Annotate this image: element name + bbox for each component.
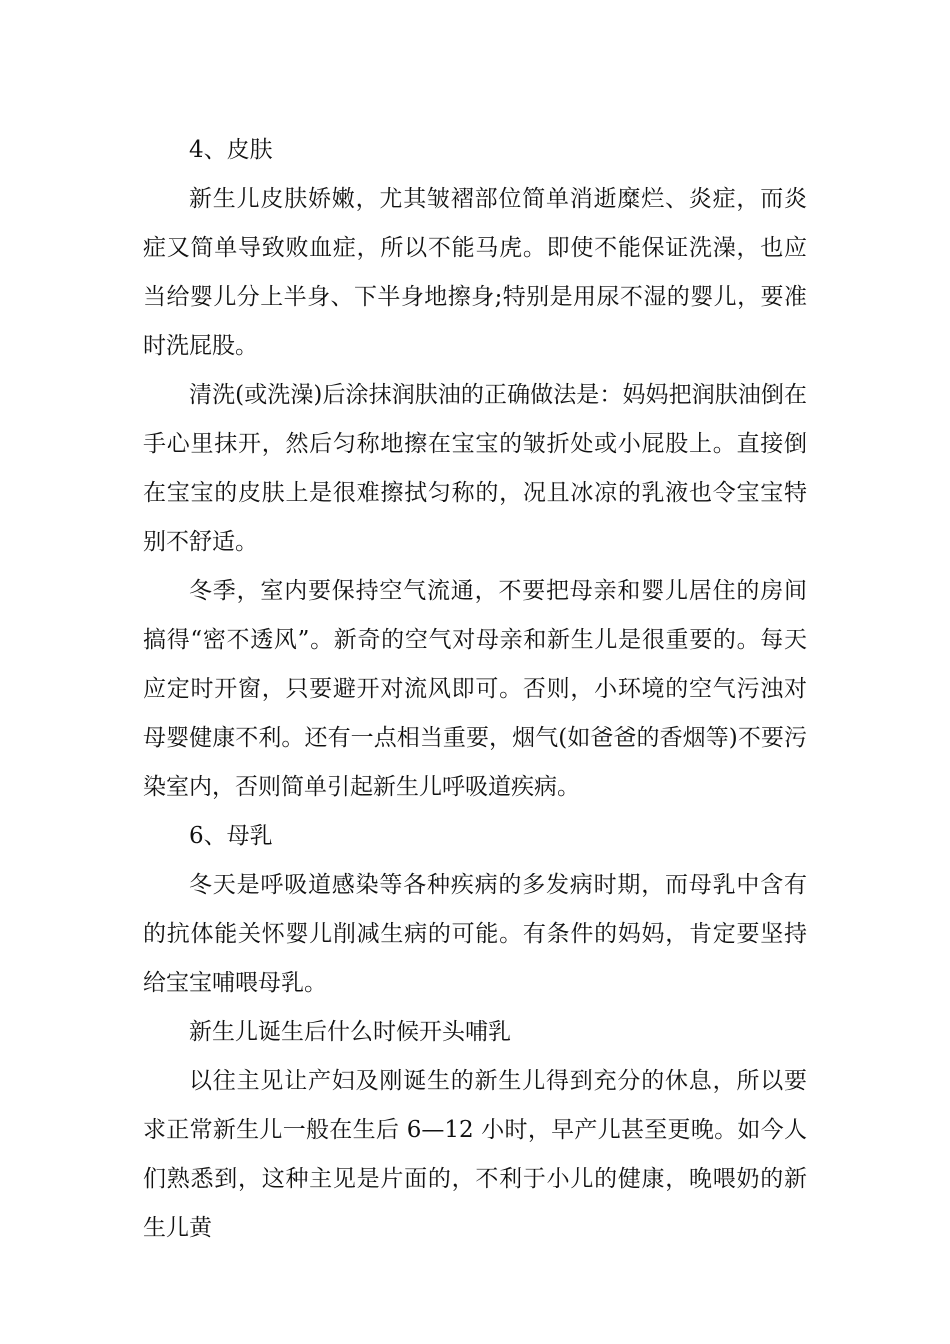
paragraph-skin-care: 新生儿皮肤娇嫩，尤其皱褶部位简单消逝糜烂、炎症，而炎症又简单导致败血症，所以不能马虎。即使不能保证洗澡，也应当给婴儿分上半身、下半身地擦身;特别是用尿不湿的婴儿，要准时洗屁股。 [143, 186, 807, 359]
subheading-when-to-feed: 新生儿诞生后什么时候开头哺乳 [189, 1019, 511, 1045]
paragraph-lotion: 清洗(或洗澡)后涂抹润肤油的正确做法是：妈妈把润肤油倒在手心里抹开，然后匀称地擦在宝宝的皱折处或小屁股上。直接倒在宝宝的皮肤上是很难擦拭匀称的，况且冰凉的乳液也令宝宝特别不舒适。 [143, 382, 807, 555]
section-heading-breastmilk: 6、母乳 [189, 823, 273, 849]
section-heading-skin: 4、皮肤 [189, 137, 273, 163]
paragraph-ventilation: 冬季，室内要保持空气流通，不要把母亲和婴儿居住的房间搞得“密不透风”。新奇的空气对母亲和新生儿是很重要的。每天应定时开窗，只要避开对流风即可。否则，小环境的空气污浊对母婴健康不利。还有一点相当重要，烟气(如爸爸的香烟等)不要污染室内，否则简单引起新生儿呼吸道疾病。 [143, 578, 807, 800]
document-body [143, 126, 807, 1253]
paragraph-feeding-time: 以往主见让产妇及刚诞生的新生儿得到充分的休息，所以要求正常新生儿一般在生后 6—12 小时，早产儿甚至更晚。如今人们熟悉到，这种主见是片面的，不利于小儿的健康，晚喂奶的新生儿黄 [143, 1068, 807, 1241]
paragraph-breastmilk: 冬天是呼吸道感染等各种疾病的多发病时期，而母乳中含有的抗体能关怀婴儿削减生病的可能。有条件的妈妈，肯定要坚持给宝宝哺喂母乳。 [143, 872, 807, 996]
